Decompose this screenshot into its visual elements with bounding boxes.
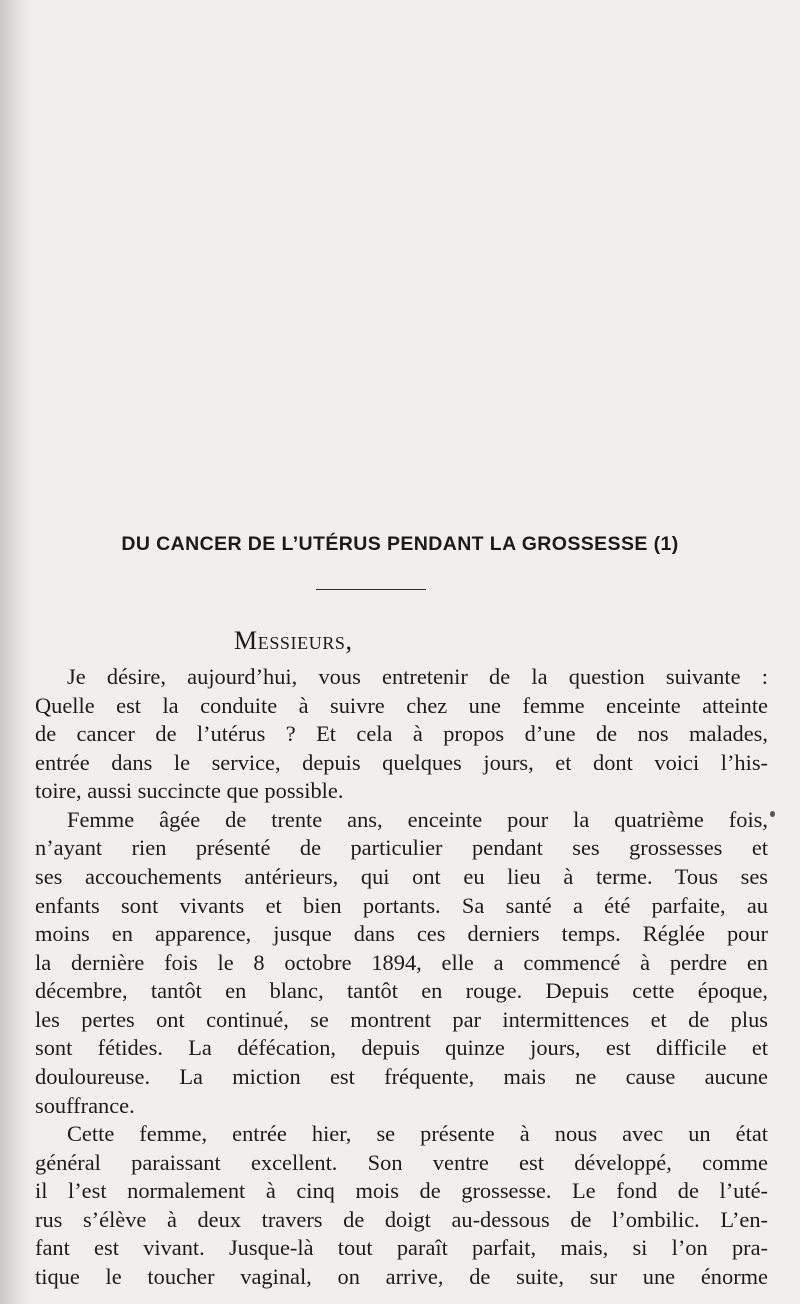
paragraph-2-line: moins en apparence, jusque dans ces derniers temps. Réglée pour	[35, 921, 768, 947]
paragraph-2-line: la dernière fois le 8 octobre 1894, elle a commencé à perdre en	[35, 949, 768, 975]
paragraph-1-line: toire, aussi succincte que possible.	[35, 778, 344, 804]
paragraph-2-line: les pertes ont continué, se montrent par intermittences et de plus	[35, 1006, 768, 1032]
title-rule	[316, 589, 426, 590]
chapter-title: DU CANCER DE L’UTÉRUS PENDANT LA GROSSESSE (1)	[121, 533, 679, 555]
paragraph-3-line: rus s’élève à deux travers de doigt au-dessous de l’ombilic. L’en-	[35, 1206, 768, 1232]
paragraph-2-line: n’ayant rien présenté de particulier pendant ses grossesses et	[35, 835, 768, 861]
page-gutter-shadow	[0, 0, 34, 1304]
ink-speck	[770, 811, 775, 817]
paragraph-2-line: enfants sont vivants et bien portants. Sa santé a été parfaite, au	[35, 892, 768, 918]
paragraph-2-line: sont fétides. La défécation, depuis quinze jours, est difficile et	[35, 1035, 768, 1061]
paragraph-1-line: Quelle est la conduite à suivre chez une femme enceinte atteinte	[35, 692, 768, 718]
paragraph-2-line: souffrance.	[35, 1092, 135, 1118]
paragraph-1-line: de cancer de l’utérus ? Et cela à propos d’une de nos malades,	[35, 721, 768, 747]
paragraph-1-line: Je désire, aujourd’hui, vous entretenir de la question suivante :	[67, 664, 768, 689]
salutation: Messieurs,	[234, 626, 353, 655]
paragraph-2-line: douloureuse. La miction est fréquente, mais ne cause aucune	[35, 1064, 768, 1089]
paragraph-3-line: tique le toucher vaginal, on arrive, de suite, sur une énorme	[35, 1264, 768, 1289]
paragraph-2-line: décembre, tantôt en blanc, tantôt en rouge. Depuis cette époque,	[35, 978, 768, 1004]
paragraph-1-line: entrée dans le service, depuis quelques jours, et dont voici l’his-	[35, 749, 768, 775]
paragraph-2-line: Femme âgée de trente ans, enceinte pour la quatrième fois,	[67, 806, 768, 832]
paragraph-3-line: fant est vivant. Jusque-là tout paraît parfait, mais, si l’on pra-	[35, 1235, 768, 1261]
paragraph-3-line: Cette femme, entrée hier, se présente à nous avec un état	[67, 1121, 768, 1147]
paragraph-2-line: ses accouchements antérieurs, qui ont eu lieu à terme. Tous ses	[35, 864, 768, 889]
paragraph-3-line: général paraissant excellent. Son ventre est développé, comme	[35, 1149, 768, 1175]
paragraph-3-line: il l’est normalement à cinq mois de grossesse. Le fond de l’uté-	[35, 1178, 768, 1204]
